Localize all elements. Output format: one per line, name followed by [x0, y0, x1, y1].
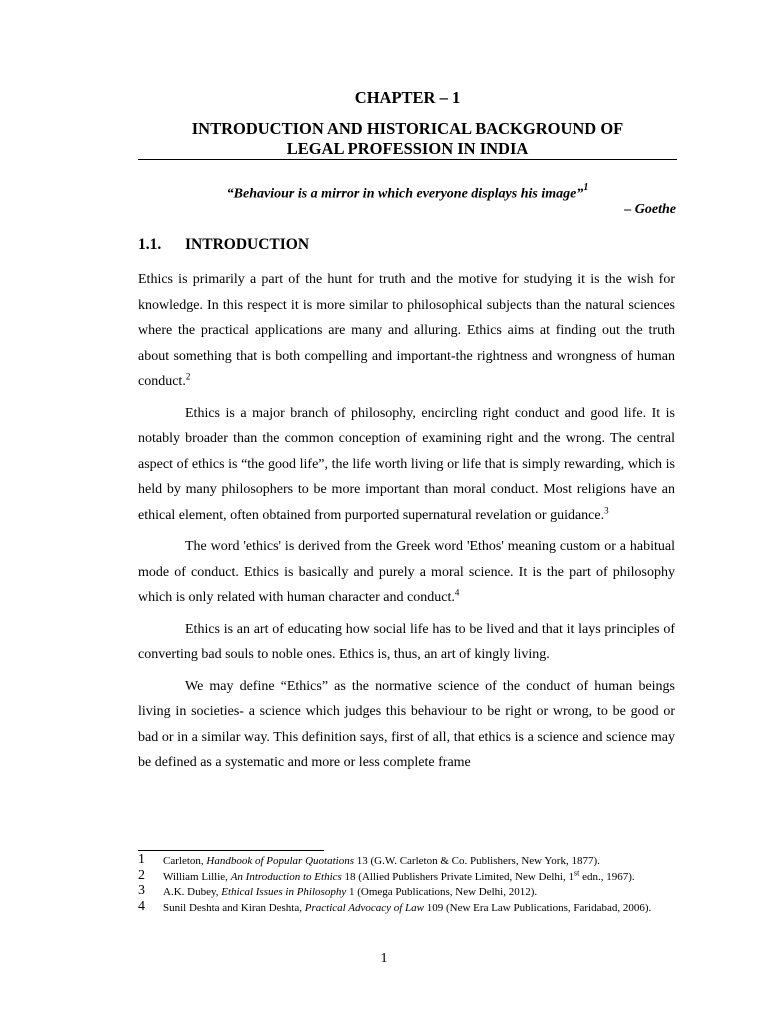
page-number: 1 [380, 951, 388, 966]
paragraph-2 [138, 401, 675, 529]
footnote-author: Carleton, [163, 855, 207, 867]
footnote-author: A.K. Dubey, [163, 886, 222, 898]
epigraph-footnote-ref[interactable]: 1 [583, 182, 589, 193]
section-title: INTRODUCTION [185, 236, 310, 253]
section-heading [138, 236, 309, 254]
footnote-title: An Introduction to Ethics [230, 870, 342, 883]
body-text [138, 267, 675, 782]
chapter-title-line-2: LEGAL PROFESSION IN INDIA [286, 139, 529, 158]
footnote-number: 3 [138, 883, 145, 898]
paragraph-text: The word 'ethics' is derived from the Greek word 'Ethos' meaning custom or a habitual mode of conduct. Ethics is basically and purely a moral science. It is the part of philosophy which is only related with human character and conduct. [138, 539, 675, 605]
footnote-author: William Lillie, [163, 870, 231, 883]
footnote-details: 109 (New Era Law Publications, Faridabad, 2006). [424, 901, 652, 914]
paragraph-text: Ethics is a major branch of philosophy, encircling right conduct and good life. It is notably broader than the common conception of examining right and the wrong. The central aspect of ethics is “the good life”, the life worth living or life that is simply rewarding, which is held by many philosophers to be more important than moral conduct. Most religions have an ethical element, often obtained from purported supernatural revelation or guidance. [138, 405, 675, 523]
paragraph-5 [138, 674, 675, 776]
footnote-number: 1 [138, 852, 145, 867]
footnote-title: Ethical Issues in Philosophy [221, 886, 347, 898]
footnote-ref[interactable]: 3 [604, 504, 609, 515]
footnote-title: Handbook of Popular Quotations [206, 855, 354, 867]
footnote-number: 4 [138, 898, 145, 914]
paragraph-3 [138, 534, 675, 611]
footnote-ref[interactable]: 2 [185, 371, 191, 382]
epigraph-quote [138, 184, 677, 203]
section-number: 1.1. [138, 236, 162, 253]
paragraph-1 [138, 267, 675, 395]
epigraph-attribution: – Goethe [624, 202, 676, 217]
paragraph-text: Ethics is primarily a part of the hunt for truth and the motive for studying it is the wish for knowledge. In this respect it is more similar to philosophical subjects than the natural sciences where the practical applications are many and alluring. Ethics aims at finding out the truth about something that is both compelling and important-the rightness and wrongness of human conduct. [138, 272, 675, 389]
footnote [138, 867, 678, 884]
chapter-label: CHAPTER – 1 [354, 88, 461, 107]
footnote [138, 898, 678, 915]
footnote-number: 2 [138, 867, 145, 883]
footnote-ref[interactable]: 4 [454, 587, 460, 598]
footnote-title: Practical Advocacy of Law [304, 901, 424, 914]
footnote-separator [138, 850, 324, 851]
paragraph-text: We may define “Ethics” as the normative science of the conduct of human beings living in societies- a science which judges this behaviour to be right or wrong, to be good or bad or in a similar way. This definition says, first of all, that ethics is a science and science may be defined as a systematic and more or less complete frame [138, 678, 675, 770]
paragraph-text: Ethics is an art of educating how social life has to be lived and that it lays principles of converting bad souls to noble ones. Ethics is, thus, an art of kingly living. [138, 621, 675, 662]
footnotes [138, 852, 678, 917]
chapter-title [138, 119, 677, 159]
footnote-author: Sunil Deshta and Kiran Deshta, [163, 901, 305, 914]
footnote-details: 13 (G.W. Carleton & Co. Publishers, New York, 1877). [353, 855, 600, 867]
footnote-details: 1 (Omega Publications, New Delhi, 2012). [346, 886, 538, 898]
paragraph-4 [138, 617, 675, 668]
title-underline [138, 159, 677, 160]
chapter-title-line-1: INTRODUCTION AND HISTORICAL BACKGROUND OF [191, 119, 624, 138]
footnote-details: 18 (Allied Publishers Private Limited, New Delhi, 1 [341, 870, 574, 883]
footnote-ordinal: st [573, 867, 580, 877]
epigraph-text: “Behaviour is a mirror in which everyone displays his image” [226, 186, 584, 202]
footnote [138, 883, 678, 899]
footnote [138, 852, 678, 868]
footnote-details-end: edn., 1967). [579, 870, 635, 883]
